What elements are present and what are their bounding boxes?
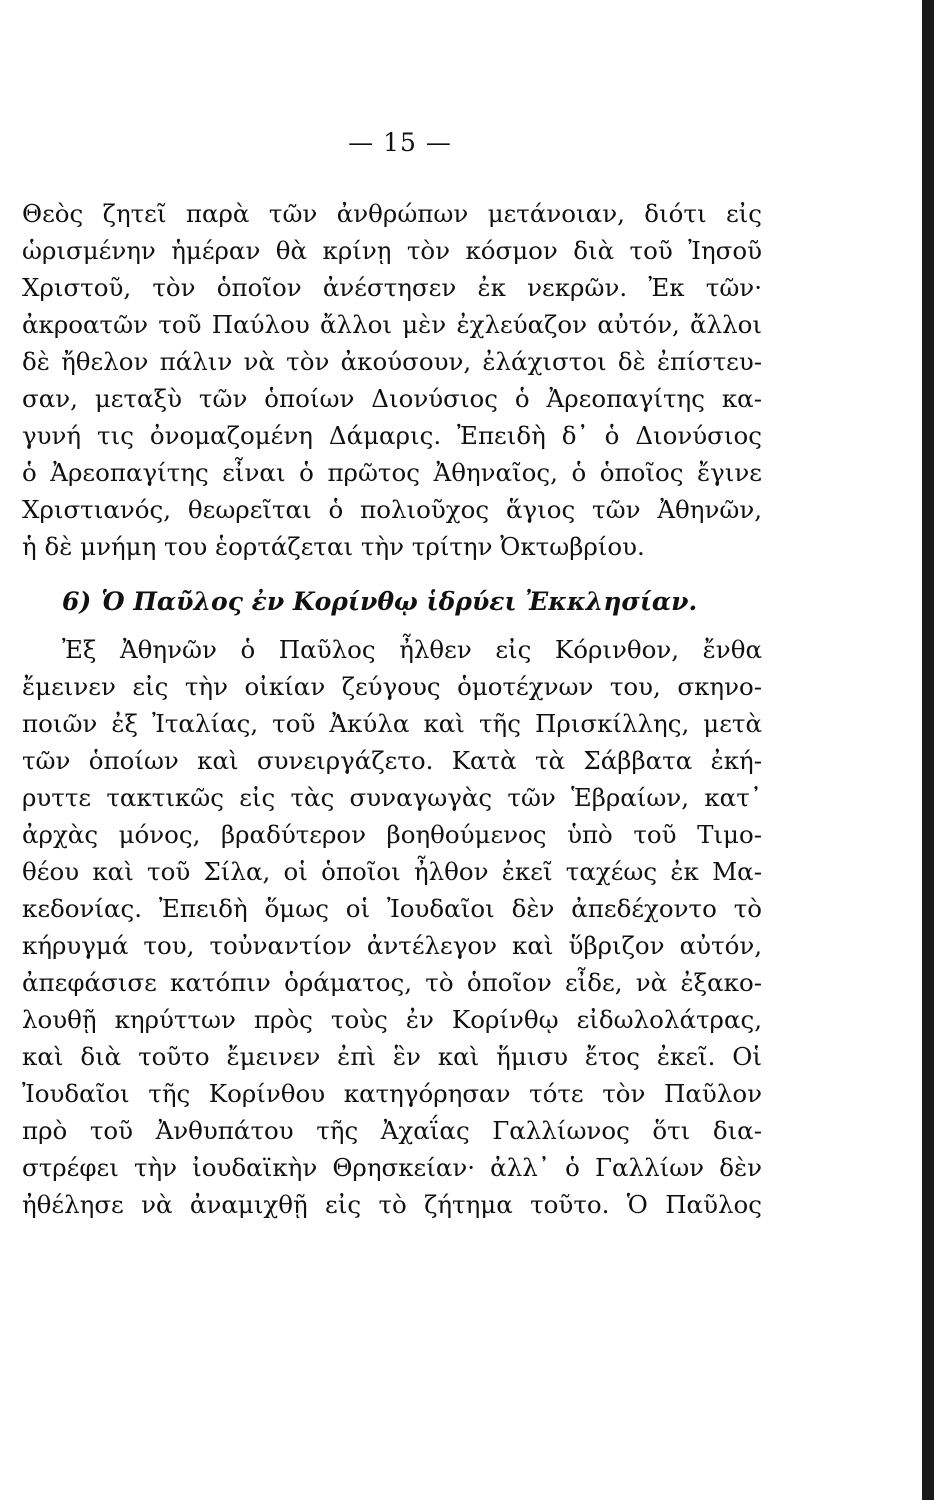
text-line: ποιῶν ἐξ Ἰταλίας, τοῦ Ἀκύλα καὶ τῆς Πρισκίλλης, μετὰ [22, 709, 762, 738]
paragraph-2 [22, 631, 762, 1223]
text-line: στρέφει τὴν ἰουδαϊκὴν Θρησκείαν· ἀλλ᾽ ὁ Γαλλίων δὲν [22, 1153, 762, 1182]
text-line: Χριστιανός, θεωρεῖται ὁ πολιοῦχος ἅγιος τῶν Ἀθηνῶν, [22, 495, 762, 524]
section-heading [22, 565, 762, 631]
text-line: σαν, μεταξὺ τῶν ὁποίων Διονύσιος ὁ Ἀρεοπαγίτης κα- [22, 384, 762, 413]
text-line: κήρυγμά του, τοὐναντίον ἀντέλεγον καὶ ὕβριζον αὐτόν, [22, 931, 762, 960]
section-number: 6) [62, 587, 92, 616]
text-line: λουθῇ κηρύττων πρὸς τοὺς ἐν Κορίνθῳ εἰδωλολάτρας, [22, 1005, 762, 1034]
paragraph-1 [22, 195, 762, 565]
section-title: Ὁ Παῦλος ἐν Κορίνθῳ ἱδρύει Ἐκκλησίαν. [101, 587, 698, 616]
text-line: Θεὸς ζητεῖ παρὰ τῶν ἀνθρώπων μετάνοιαν, διότι εἰς [22, 199, 762, 228]
page-edge-shadow [922, 0, 934, 1500]
text-line: ἠθέλησε νὰ ἀναμιχθῇ εἰς τὸ ζήτημα τοῦτο. Ὁ Παῦλος [22, 1190, 762, 1219]
text-line: γυνή τις ὀνομαζομένη Δάμαρις. Ἐπειδὴ δ᾽ ὁ Διονύσιος [22, 421, 762, 450]
text-line: ἡ δὲ μνήμη του ἑορτάζεται τὴν τρίτην Ὀκτωβρίου. [22, 532, 645, 561]
text-line: Χριστοῦ, τὸν ὁποῖον ἀνέστησεν ἐκ νεκρῶν. Ἐκ τῶν· [22, 273, 762, 302]
text-line: ἔμεινεν εἰς τὴν οἰκίαν ζεύγους ὁμοτέχνων του, σκηνο- [22, 672, 762, 701]
text-line: κεδονίας. Ἐπειδὴ ὅμως οἱ Ἰουδαῖοι δὲν ἀπεδέχοντο τὸ [22, 894, 762, 923]
text-line: ὡρισμένην ἡμέραν θὰ κρίνῃ τὸν κόσμον διὰ τοῦ Ἰησοῦ [22, 236, 762, 265]
text-line: ἀκροατῶν τοῦ Παύλου ἄλλοι μὲν ἐχλεύαζον αὐτόν, ἄλλοι [22, 310, 762, 339]
text-line: ἀρχὰς μόνος, βραδύτερον βοηθούμενος ὑπὸ τοῦ Τιμο- [22, 820, 762, 849]
text-line: Ἐξ Ἀθηνῶν ὁ Παῦλος ἦλθεν εἰς Κόρινθον, ἔνθα [62, 635, 762, 664]
text-line: Ἰουδαῖοι τῆς Κορίνθου κατηγόρησαν τότε τὸν Παῦλον [22, 1079, 762, 1108]
text-line: ὁ Ἀρεοπαγίτης εἶναι ὁ πρῶτος Ἀθηναῖος, ὁ ὁποῖος ἔγινε [22, 458, 762, 487]
text-line: τῶν ὁποίων καὶ συνειργάζετο. Κατὰ τὰ Σάββατα ἐκή- [22, 746, 762, 775]
text-line: θέου καὶ τοῦ Σίλα, οἱ ὁποῖοι ἦλθον ἐκεῖ ταχέως ἐκ Μα- [22, 857, 762, 886]
text-line: δὲ ἤθελον πάλιν νὰ τὸν ἀκούσουν, ἐλάχιστοι δὲ ἐπίστευ- [22, 347, 762, 376]
page-body [22, 195, 762, 1223]
text-line: πρὸ τοῦ Ἀνθυπάτου τῆς Ἀχαΐας Γαλλίωνος ὅτι δια- [22, 1116, 762, 1145]
page-number: — 15 — [348, 128, 452, 157]
text-line: ἀπεφάσισε κατόπιν ὁράματος, τὸ ὁποῖον εἶδε, νὰ ἐξακο- [22, 968, 762, 997]
text-line: καὶ διὰ τοῦτο ἔμεινεν ἐπὶ ἓν καὶ ἥμισυ ἔτος ἐκεῖ. Οἱ [22, 1042, 762, 1071]
text-line: ρυττε τακτικῶς εἰς τὰς συναγωγὰς τῶν Ἑβραίων, κατ᾽ [22, 783, 762, 812]
